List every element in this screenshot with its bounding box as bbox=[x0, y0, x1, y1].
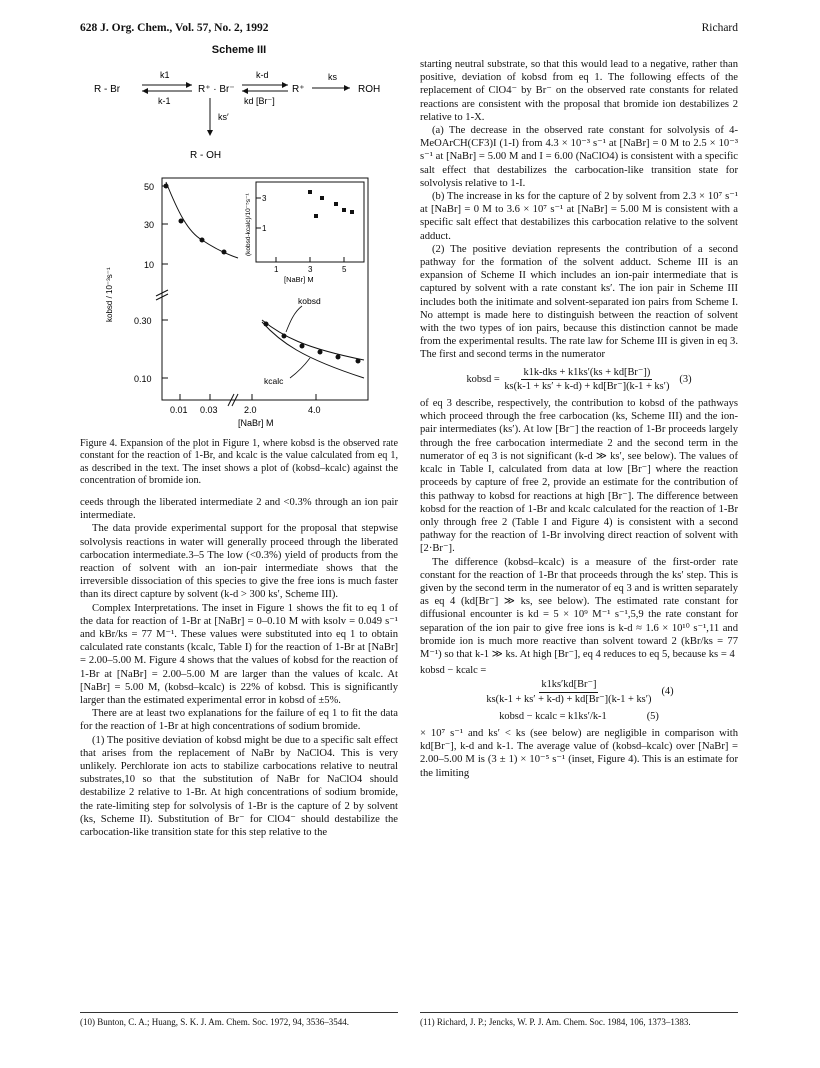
ytick-10: 10 bbox=[144, 260, 155, 270]
upper-point bbox=[200, 238, 205, 243]
scheme-title: Scheme III bbox=[211, 44, 267, 56]
xtick-003: 0.03 bbox=[200, 405, 218, 415]
kobsd-curve bbox=[262, 320, 364, 360]
scheme-k1: k1 bbox=[160, 70, 170, 80]
paragraph: of eq 3 describe, respectively, the contribution to kobsd of the pathways which proceed through the free carbocation (ks, Scheme III) and the ion-pair intermediates (ks′). At low [Br⁻] the reaction of 1-Br proceeds largely through the free carbocation intermediate 2 and the second term in the numerator of eq 3 is not significant (k-d ≫ ks′, see below). The values of kcalc in Table I, calculated from data at low [Br⁻] where the reaction proceeds by capture of free 2, provide an estimate for the contribution of this pathway to kobsd for reactions at high [Br⁻]. The difference between kobsd for the reaction of 1-Br and kcalc calculated for the reaction of 1-Br only through free 2 (Table I and Figure 4) is consistent with a second pathway for the reaction of 1-Br involving direct reaction of solvent with [2·Br⁻]. bbox=[420, 398, 738, 555]
kobsd-point bbox=[282, 334, 287, 339]
scheme-kd: kd [Br⁻] bbox=[244, 96, 275, 106]
x-axis-label: [NaBr] M bbox=[238, 418, 274, 428]
scheme-roh-product: R - OH bbox=[190, 150, 222, 161]
ytick-030: 0.30 bbox=[134, 316, 152, 326]
footnote-10: (10) Bunton, C. A.; Huang, S. K. J. Am. Chem. Soc. 1972, 94, 3536–3544. bbox=[80, 1012, 398, 1028]
kobsd-label: kobsd bbox=[298, 296, 321, 306]
xtick-40: 4.0 bbox=[308, 405, 321, 415]
inset-ytick-3: 3 bbox=[262, 194, 267, 203]
inset-x-label: [NaBr] M bbox=[284, 275, 314, 284]
figure-caption: Figure 4. Expansion of the plot in Figure 1, where kobsd is the observed rate constant for the reaction of 1-Br, and kcalc is the value calculated from eq 1, as described in the text. The inset shows a plot of (kobsd–kcalc) against the concentration of bromide ion. bbox=[80, 438, 398, 487]
scheme-rbr: R - Br bbox=[94, 84, 121, 95]
eq5-text: kobsd − kcalc = k1ks′/k-1 bbox=[499, 710, 607, 722]
paragraph: ceeds through the liberated intermediate 2 and <0.3% through an ion pair intermediate. bbox=[80, 497, 398, 522]
inset-xtick-3: 3 bbox=[308, 265, 313, 274]
paragraph: The data provide experimental support for the proposal that stepwise solvolysis reactions in water will generally proceed through the liberated carbocation intermediate.3–5 The low (<0.3%) yield of products from the reaction of solvent with an ion-pair intermediate shows that the irreversible dissociation of this species to give the free ions is much faster than its direct capture by solvent (k-d > 300 ks′, Scheme III). bbox=[80, 523, 398, 601]
scheme-kmd: k-d bbox=[256, 70, 269, 80]
ytick-30: 30 bbox=[144, 220, 155, 230]
inset-point bbox=[350, 210, 354, 214]
kobsd-point bbox=[264, 322, 269, 327]
eq4-numerator: k1ks′kd[Br⁻] bbox=[539, 678, 598, 692]
kobsd-point bbox=[336, 355, 341, 360]
figure-4-plot bbox=[80, 172, 398, 436]
left-column-text bbox=[80, 496, 398, 839]
scheme-ks: ks bbox=[328, 72, 337, 82]
equation-4 bbox=[420, 664, 738, 706]
scheme-rplus: R⁺ bbox=[292, 84, 305, 95]
eq3-numerator: k1k-dks + k1ks′(ks + kd[Br⁻]) bbox=[521, 366, 652, 380]
paragraph: There are at least two explanations for the failure of eq 1 to fit the data for the reaction of 1-Br at high concentrations of sodium bromide. bbox=[80, 708, 398, 733]
ytick-50: 50 bbox=[144, 182, 155, 192]
kobsd-point bbox=[318, 350, 323, 355]
paragraph: The difference (kobsd–kcalc) is a measure of the first-order rate constant for the reaction of 1-Br that proceeds through the ks′ step. This is given by the second term in the numerator of eq 3 and is written separately as eq 4 (kd[Br⁻] ≫ ks, see below). The estimated rate constant for diffusional encounter is kd = 5 × 10⁹ M⁻¹ s⁻¹,5,9 the rate constant for separation of the ion pair to give free ions is k-d ≈ 1.6 × 10¹⁰ s⁻¹,11 and bromide ion is much more reactive than solvent toward 2 (kBr/ks = 77 M⁻¹) so that k-1 ≫ ks. At high [Br⁻], eq 4 reduces to eq 5, because ks = 4 bbox=[420, 556, 738, 660]
scheme-km1: k-1 bbox=[158, 96, 171, 106]
scheme-ion-pair: R⁺ · Br⁻ bbox=[198, 84, 235, 95]
equation-3 bbox=[420, 366, 738, 393]
footnote-11: (11) Richard, J. P.; Jencks, W. P. J. Am. Chem. Soc. 1984, 106, 1373–1383. bbox=[420, 1012, 738, 1028]
upper-point bbox=[164, 184, 169, 189]
upper-point bbox=[179, 219, 184, 224]
upper-fit-curve bbox=[166, 182, 238, 258]
upper-point bbox=[222, 250, 227, 255]
header-journal: 628 J. Org. Chem., Vol. 57, No. 2, 1992 bbox=[80, 22, 269, 34]
header-author: Richard bbox=[701, 22, 738, 34]
ytick-010: 0.10 bbox=[134, 374, 152, 384]
eq5-number: (5) bbox=[646, 710, 659, 722]
paragraph: starting neutral substrate, so that this would lead to a negative, rather than positive, deviation of kobsd from eq 1. The following effects of the replacement of ClO4⁻ by Br⁻ on the observed rate constants for related reactions are consistent with the proposal that bromide ion destabilizes 2 relative to 1-X. bbox=[420, 59, 738, 123]
eq4-denominator: ks(k-1 + ks′ + k-d) + kd[Br⁻](k-1 + ks′) bbox=[486, 693, 652, 705]
eq3-denominator: ks(k-1 + ks′ + k-d) + kd[Br⁻](k-1 + ks′) bbox=[504, 380, 670, 392]
inset-point bbox=[320, 196, 324, 200]
xtick-001: 0.01 bbox=[170, 405, 188, 415]
paragraph: (1) The positive deviation of kobsd might be due to a specific salt effect that arises from the replacement of NaBr by NaClO4. This is very unlikely. Perchlorate ion acts to stabilize carbocations relative to neutral substrates,10 so that the substitution of NaBr for NaClO4 should destabilize 2 relative to 1-Br. At high concentrations of sodium bromide, the rate-limiting step for solvolysis of 1-Br is the capture of 2 by solvent (ks, Scheme II). Substitution of Br⁻ for ClO4⁻ should destabilize the carbocation-like transition state for this step relative to the bbox=[80, 734, 398, 839]
inset-ytick-1: 1 bbox=[262, 224, 267, 233]
inset-y-label: (kobsd-kcalc)/10⁻⁵s⁻¹ bbox=[245, 193, 252, 256]
eq3-lhs: kobsd = bbox=[466, 373, 500, 385]
scheme-roh: ROH bbox=[358, 84, 381, 95]
kobsd-point bbox=[300, 344, 305, 349]
scheme-diagram bbox=[80, 58, 398, 168]
paragraph: × 10⁷ s⁻¹ and ks′ < ks (see below) are negligible in comparison with kd[Br⁻], k-d and k-1. The average value of (kobsd–kcalc) over [NaBr] = 2.00–5.00 M is (3 ± 1) × 10⁻⁵ s⁻¹ (inset, Figure 4). This is an estimate for the limiting bbox=[420, 727, 738, 779]
kcalc-label: kcalc bbox=[264, 376, 284, 386]
eq4-lhs: kobsd − kcalc = bbox=[420, 665, 487, 677]
paragraph: (b) The increase in ks for the capture of 2 by solvent from 2.3 × 10⁷ s⁻¹ at [NaBr] = 0 M to 3.6 × 10⁷ s⁻¹ at [NaBr] = 5.00 M is consistent with a specific salt effect that destabilizes this carbocation relative to the solvent adduct. bbox=[420, 191, 738, 242]
paragraph: (a) The decrease in the observed rate constant for solvolysis of 4-MeOArCH(CF3)I (1-I) from 4.3 × 10⁻³ s⁻¹ at [NaBr] = 0 M to 2.5 × 10⁻³ s⁻¹ at [NaBr] = 5.00 M and I = 6.00 (NaClO4) is consistent with a specific salt effect that destabilizes the carbocation-like transition state for solvolysis relative to 1-I. bbox=[420, 125, 738, 189]
kobsd-point bbox=[356, 359, 361, 364]
paragraph: Complex Interpretations. The inset in Figure 1 shows the fit to eq 1 of the data for reaction of 1-Br at [NaBr] = 0–0.10 M with ksolv = 0.049 s⁻¹ and kBr/ks = 77 M⁻¹. These values were substituted into eq 1 to obtain calculated rate constants (kcalc, Table I) for the reaction of 1-Br at [NaBr] = 2.00–5.00 M. Figure 4 shows that the values of kobsd for the reaction of 1-Br at [NaBr] = 2.00–5.00 M are larger than the values of kcalc. At [NaBr] = 5.00 M, (kobsd–kcalc) is 22% of kobsd. This is significantly larger than the estimated experimental error in kobsd of ±5%. bbox=[80, 602, 398, 707]
xtick-20: 2.0 bbox=[244, 405, 257, 415]
equation-5 bbox=[420, 710, 738, 723]
inset-point bbox=[314, 214, 318, 218]
right-column-text bbox=[420, 58, 738, 780]
inset-point bbox=[334, 202, 338, 206]
eq3-number: (3) bbox=[679, 373, 692, 385]
scheme-ksprime: ks′ bbox=[218, 112, 229, 122]
inset-point bbox=[342, 208, 346, 212]
inset-xtick-5: 5 bbox=[342, 265, 347, 274]
eq4-number: (4) bbox=[661, 686, 674, 698]
y-axis-label: kobsd / 10⁻³s⁻¹ bbox=[105, 267, 114, 322]
inset-xtick-1: 1 bbox=[274, 265, 279, 274]
paragraph: (2) The positive deviation represents the contribution of a second pathway for the formation of the solvent adduct. Scheme III is an expansion of Scheme II which includes an ion-pair intermediate that is captured by solvent with a rate constant ks′. The ion pair in Scheme III includes both the initimate and solvent-separated ion pairs from Scheme I. No attempt is made here to distinguish between the reaction of solvent with the two types of ion pairs, because this distinction cannot be made from the experimental results. The rate law for Scheme III is given in eq 3. The first and second terms in the numerator bbox=[420, 243, 738, 361]
inset-point bbox=[308, 190, 312, 194]
